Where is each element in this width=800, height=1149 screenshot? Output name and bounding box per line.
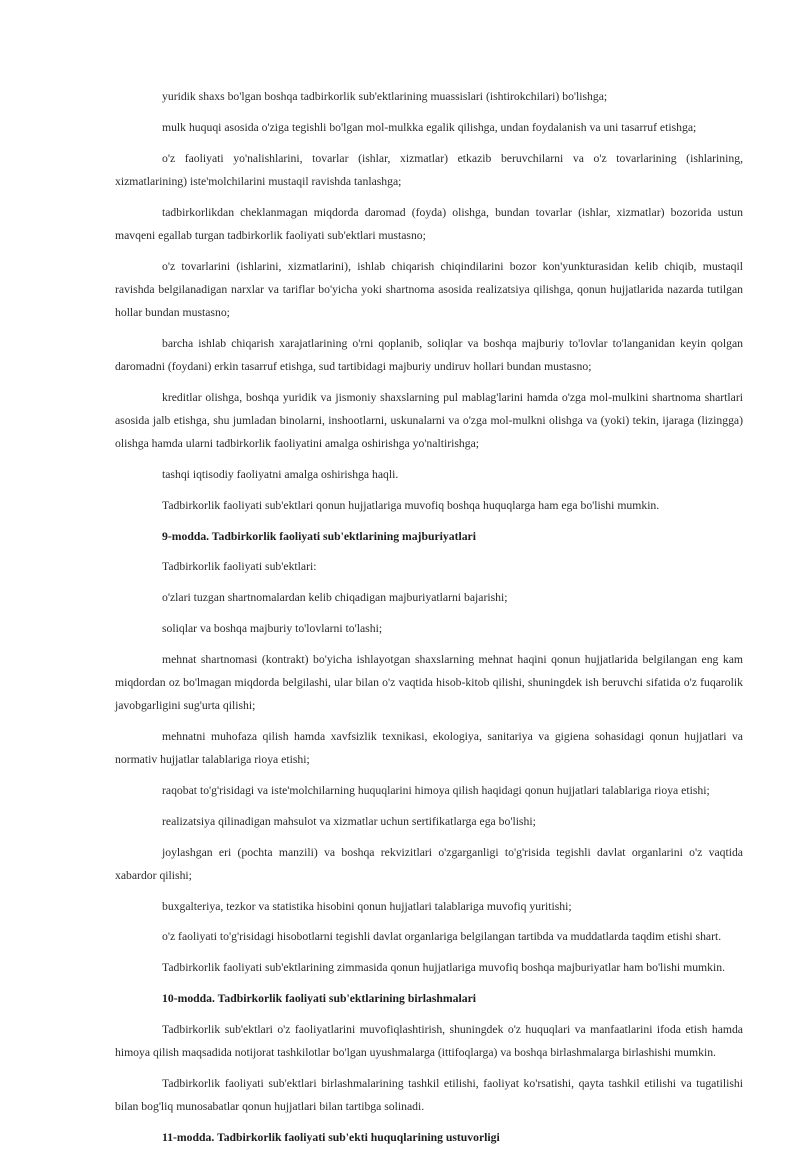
article-heading-10: 10-modda. Tadbirkorlik faoliyati sub'ektlarining birlashmalari xyxy=(162,991,476,1005)
article-heading-9: 9-modda. Tadbirkorlik faoliyati sub'ektlarining majburiyatlari xyxy=(162,529,476,543)
paragraph: tashqi iqtisodiy faoliyatni amalga oshirishga haqli. xyxy=(162,468,399,481)
document-body xyxy=(115,85,743,1149)
article-heading-11: 11-modda. Tadbirkorlik faoliyati sub'ekti huquqlarining ustuvorligi xyxy=(162,1130,500,1144)
paragraph: yuridik shaxs bo'lgan boshqa tadbirkorlik sub'ektlarining muassislari (ishtirokchilari) bo'lishga; xyxy=(162,90,608,103)
paragraph: raqobat to'g'risidagi va iste'molchilarning huquqlarini himoya qilish haqidagi qonun hujjatlari talablariga rioya etishi; xyxy=(162,783,710,797)
paragraph: kreditlar olishga, boshqa yuridik va jismoniy shaxslarning pul mablag'larini hamda o'zga mol-mulkini shartnoma shartlari asosida jalb etishga, shu jumladan binolarni, inshootlarni, uskunalarni va o'zga mol-mulkni olishga va (yoki) tekin, ijaraga (lizingga) olishga hamda ularni tadbirkorlik faoliyatini amalga oshirishga yo'naltirishga; xyxy=(115,390,743,451)
paragraph: joylashgan eri (pochta manzili) va boshqa rekvizitlari o'zgarganligi to'g'risida tegishli davlat organlarini o'z vaqtida xabardor qilishi; xyxy=(115,845,743,882)
paragraph: o'z faoliyati to'g'risidagi hisobotlarni tegishli davlat organlariga belgilangan tartibda va muddatlarda taqdim etishi shart. xyxy=(162,930,722,944)
paragraph: mehnatni muhofaza qilish hamda xavfsizlik texnikasi, ekologiya, sanitariya va gigiena sohasidagi qonun hujjatlari va normativ hujjatlar talablariga rioya etishi; xyxy=(115,729,743,767)
paragraph: Tadbirkorlik faoliyati sub'ektlarining zimmasida qonun hujjatlariga muvofiq boshqa majburiyatlar ham bo'lishi mumkin. xyxy=(162,961,725,975)
paragraph: mehnat shartnomasi (kontrakt) bo'yicha ishlayotgan shaxslarning mehnat haqini qonun hujjatlarida belgilangan eng kam miqdordan oz bo'lmagan miqdorda belgilashi, ular bilan o'z vaqtida hisob-kitob qilishi, shuningdek ish beruvchi sifatida o'z fuqarolik javobgarligini sug'urta qilishi; xyxy=(115,652,743,713)
paragraph: o'zlari tuzgan shartnomalardan kelib chiqadigan majburiyatlarni bajarishi; xyxy=(162,591,508,605)
paragraph: Tadbirkorlik sub'ektlari o'z faoliyatlarini muvofiqlashtirish, shuningdek o'z huquqlari va manfaatlarini ifoda etish hamda himoya qilish maqsadida notijorat tashkilotlar bo'lgan uyushmalarga (ittifoqlarga) va boshqa birlashmalarga birlashishi mumkin. xyxy=(115,1022,743,1059)
paragraph: soliqlar va boshqa majburiy to'lovlarni to'lashi; xyxy=(162,621,383,635)
paragraph: realizatsiya qilinadigan mahsulot va xizmatlar uchun sertifikatlarga ega bo'lishi; xyxy=(162,814,536,828)
paragraph: Tadbirkorlik faoliyati sub'ektlari birlashmalarining tashkil etilishi, faoliyat ko'rsatishi, qayta tashkil etilishi va tugatilishi bilan bog'liq munosabatlar qonun hujjatlari bilan tartibga solinadi. xyxy=(115,1076,743,1113)
paragraph: Tadbirkorlik faoliyati sub'ektlari: xyxy=(162,560,317,574)
paragraph: o'z faoliyati yo'nalishlarini, tovarlar (ishlar, xizmatlar) etkazib beruvchilarni va o'z tovarlarining (ishlarining, xizmatlarining) iste'molchilarini mustaqil ravishda tanlashga; xyxy=(115,151,743,188)
paragraph: barcha ishlab chiqarish xarajatlarining o'rni qoplanib, soliqlar va boshqa majburiy to'lovlar to'langanidan keyin qolgan daromadni (foydani) erkin tasarruf etishga, sud tartibidagi majburiy undiruv hollari bundan mustasno; xyxy=(115,336,743,373)
paragraph: buxgalteriya, tezkor va statistika hisobini qonun hujjatlari talablariga muvofiq yuritishi; xyxy=(162,899,572,913)
paragraph: o'z tovarlarini (ishlarini, xizmatlarini), ishlab chiqarish chiqindilarini bozor kon'yunkturasidan kelib chiqib, mustaqil ravishda belgilanadigan narxlar va tariflar bo'yicha yoki shartnoma asosida realizatsiya qilishga, qonun hujjatlarida nazarda tutilgan hollar bundan mustasno; xyxy=(115,259,743,319)
paragraph: tadbirkorlikdan cheklanmagan miqdorda daromad (foyda) olishga, bundan tovarlar (ishlar, xizmatlar) bozorida ustun mavqeni egallab turgan tadbirkorlik faoliyati sub'ektlari mustasno; xyxy=(115,205,743,242)
paragraph: Tadbirkorlik faoliyati sub'ektlari qonun hujjatlariga muvofiq boshqa huquqlarga ham ega bo'lishi mumkin. xyxy=(162,498,660,512)
paragraph: mulk huquqi asosida o'ziga tegishli bo'lgan mol-mulkka egalik qilishga, undan foydalanish va uni tasarruf etishga; xyxy=(162,120,697,134)
